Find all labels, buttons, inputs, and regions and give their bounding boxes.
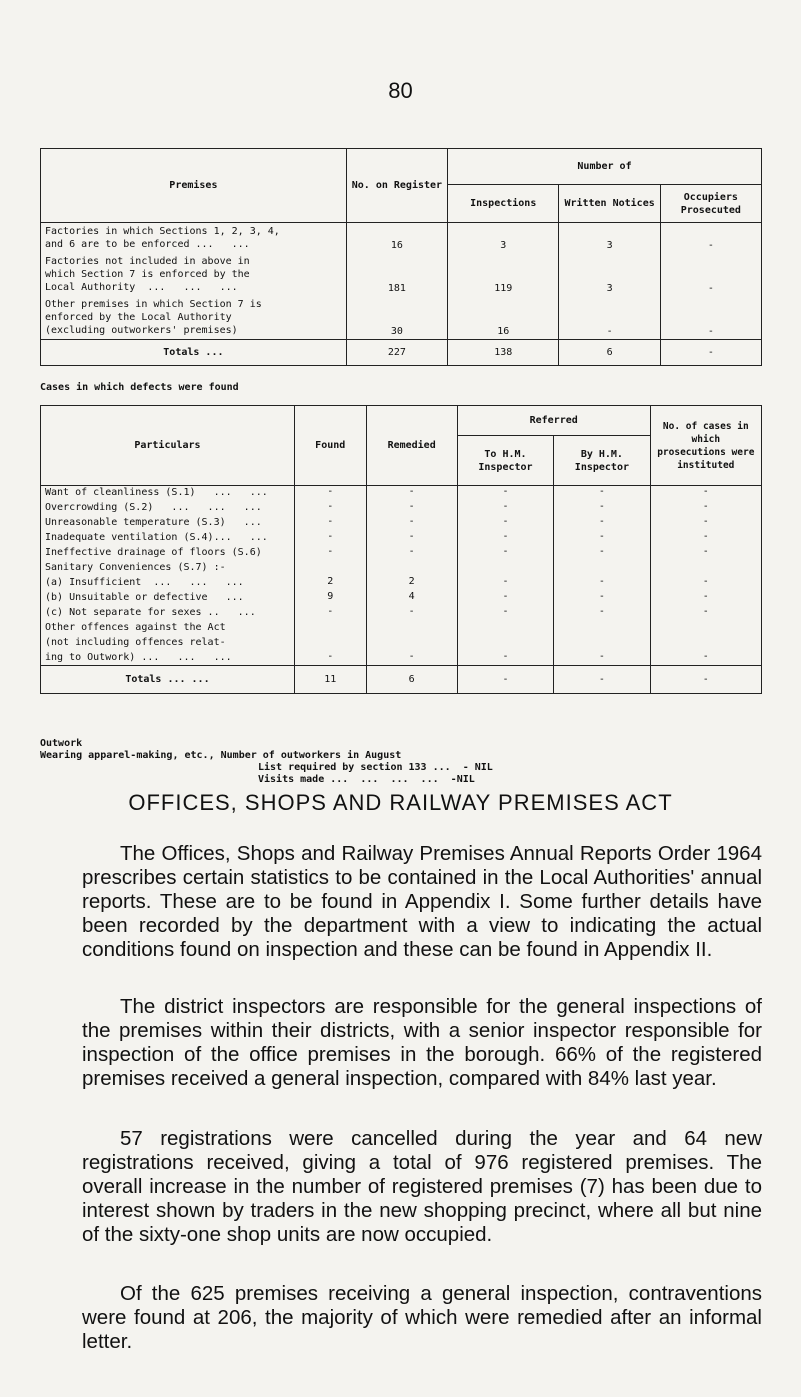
cell-to_hm: - [457,501,553,516]
cell-remedied [366,636,457,651]
cell-remedied: - [366,651,457,666]
paragraph-4: Of the 625 premises receiving a general inspection, contraventions were found at 206, the majority of which were remedied after an informal letter. [82,1282,762,1353]
paragraph-3: 57 registrations were cancelled during the year and 64 new registrations received, giving a total of 976 registered premises. The overall increase in the number of registered premises (7) has been due to interest shown by traders in the new shopping precinct, where all but nine of the sixty-one shop units are now occupied. [82,1127,762,1246]
col-inspections: Inspections [448,185,559,223]
row-label: Ineffective drainage of floors (S.6) [41,546,295,561]
page-number: 80 [388,78,413,103]
row-label: Overcrowding (S.2) ... ... ... [41,501,295,516]
defects-caption: Cases in which defects were found [40,382,239,393]
col-notices: Written Notices [559,185,660,223]
cell-remedied: - [366,531,457,546]
col-found: Found [294,406,366,486]
table-row [41,561,762,576]
cell-by_hm: - [554,546,650,561]
cell-by_hm: - [554,651,650,666]
cell-prosecutions: - [650,546,761,561]
cell-found: 9 [294,591,366,606]
cell-to_hm: - [457,546,553,561]
table-row [41,223,762,254]
outwork-heading: Outwork [40,738,83,749]
cell-prosecutions: - [650,591,761,606]
cell-to_hm: - [457,576,553,591]
row-label: Want of cleanliness (S.1) ... ... [41,486,295,501]
cell-remedied: 2 [366,576,457,591]
cell-found [294,561,366,576]
cell-inspections: 16 [448,296,559,340]
cell-by_hm: - [554,531,650,546]
row-label-line: Other premises in which Section 7 is [45,299,262,310]
col-register: No. on Register [346,149,447,223]
col-number-of: Number of [448,149,762,185]
col-premises: Premises [41,149,347,223]
outwork-line3-label: Visits made ... ... ... ... [258,774,439,785]
cell-register: 181 [346,253,447,296]
row-label: ing to Outwork) ... ... ... [41,651,295,666]
table-row [41,501,762,516]
table-row [41,651,762,666]
table-row [41,253,762,296]
row-label-line: (excluding outworkers' premises) [45,325,238,336]
cell-inspections: 3 [448,223,559,254]
cell-notices: 3 [559,253,660,296]
cell-by_hm [554,636,650,651]
table-row [41,486,762,501]
outwork-line2-label: List required by section 133 ... [258,762,451,773]
row-label: Other offences against the Act [41,621,295,636]
cell-remedied [366,621,457,636]
outwork-line2-value: - NIL [462,762,493,773]
cell-found: - [294,531,366,546]
row-label-line: and 6 are to be enforced ... ... [45,239,250,250]
row-label-line: Factories not included in above in [45,256,250,267]
cell-to_hm: - [457,486,553,501]
col-particulars: Particulars [41,406,295,486]
cell-to_hm: - [457,531,553,546]
row-label: Unreasonable temperature (S.3) ... [41,516,295,531]
row-label: (not including offences relat- [41,636,295,651]
totals-row: Totals ... ... 11 6 - - - [41,666,762,694]
cell-prosecutions [650,621,761,636]
cell-prosecuted: - [660,296,761,340]
cell-found [294,621,366,636]
cell-by_hm: - [554,576,650,591]
outwork-category: Wearing apparel-making, etc., [40,750,215,761]
cell-remedied: - [366,501,457,516]
cell-notices: - [559,296,660,340]
cell-remedied: - [366,606,457,621]
totals-row: Totals ... 227 138 6 - [41,340,762,366]
row-label [41,223,347,254]
cell-prosecutions [650,561,761,576]
cell-found: 2 [294,576,366,591]
section-title: OFFICES, SHOPS AND RAILWAY PREMISES ACT [128,790,673,815]
cell-prosecutions: - [650,606,761,621]
row-label-line: enforced by the Local Authority [45,312,232,323]
cell-by_hm: - [554,606,650,621]
row-label [41,253,347,296]
cell-found: - [294,606,366,621]
cell-remedied: - [366,486,457,501]
cell-to_hm: - [457,591,553,606]
cell-remedied: - [366,546,457,561]
cell-to_hm [457,561,553,576]
col-prosecutions: No. of cases in which prosecutions were instituted [650,406,761,486]
col-referred: Referred [457,406,650,436]
cell-found: - [294,501,366,516]
row-label-line: Factories in which Sections 1, 2, 3, 4, [45,226,280,237]
premises-table [40,148,762,366]
cell-register: 30 [346,296,447,340]
cell-prosecutions: - [650,531,761,546]
paragraph-1: The Offices, Shops and Railway Premises Annual Reports Order 1964 prescribes certain statistics to be contained in the Local Authorities' annual reports. These are to be found in Appendix I. Some further details have been recorded by the department with a view to indicating the actual conditions found on inspection and these can be found in Appendix II. [82,842,762,961]
cell-prosecutions: - [650,576,761,591]
cell-by_hm: - [554,591,650,606]
cell-prosecutions: - [650,651,761,666]
table-row [41,296,762,340]
cell-to_hm: - [457,651,553,666]
row-label: (c) Not separate for sexes .. ... [41,606,295,621]
cell-register: 16 [346,223,447,254]
col-by-hm: By H.M. Inspector [554,436,650,486]
cell-to_hm [457,621,553,636]
cell-notices: 3 [559,223,660,254]
cell-by_hm: - [554,486,650,501]
row-label: (a) Insufficient ... ... ... [41,576,295,591]
col-prosecuted: Occupiers Prosecuted [660,185,761,223]
defects-table [40,405,762,694]
table-row [41,531,762,546]
table-row [41,576,762,591]
cell-remedied: 4 [366,591,457,606]
table-row [41,516,762,531]
col-to-hm: To H.M. Inspector [457,436,553,486]
row-label: Inadequate ventilation (S.4)... ... [41,531,295,546]
cell-prosecuted: - [660,253,761,296]
cell-found: - [294,546,366,561]
table-row [41,636,762,651]
cell-prosecutions: - [650,501,761,516]
cell-prosecuted: - [660,223,761,254]
outwork-section [40,738,493,786]
cell-by_hm: - [554,516,650,531]
paragraph-2: The district inspectors are responsible for the general inspections of the premises within their districts, with a senior inspector responsible for inspection of the office premises in the borough. 66% of the registered premises received a general inspection, compared with 84% last year. [82,995,762,1090]
cell-to_hm: - [457,606,553,621]
table-row [41,606,762,621]
outwork-line3-value: -NIL [450,774,475,785]
table-row [41,546,762,561]
col-remedied: Remedied [366,406,457,486]
row-label [41,296,347,340]
cell-found [294,636,366,651]
outwork-line1: Number of outworkers in August [220,750,402,761]
cell-prosecutions: - [650,486,761,501]
table-row [41,591,762,606]
cell-remedied: - [366,516,457,531]
cell-found: - [294,516,366,531]
table-row [41,621,762,636]
row-label: Sanitary Conveniences (S.7) :- [41,561,295,576]
cell-found: - [294,486,366,501]
row-label-line: which Section 7 is enforced by the [45,269,250,280]
cell-to_hm [457,636,553,651]
cell-by_hm [554,561,650,576]
row-label-line: Local Authority ... ... ... [45,282,238,293]
cell-found: - [294,651,366,666]
cell-inspections: 119 [448,253,559,296]
cell-to_hm: - [457,516,553,531]
cell-prosecutions [650,636,761,651]
cell-prosecutions: - [650,516,761,531]
cell-by_hm: - [554,501,650,516]
row-label: (b) Unsuitable or defective ... [41,591,295,606]
cell-by_hm [554,621,650,636]
cell-remedied [366,561,457,576]
